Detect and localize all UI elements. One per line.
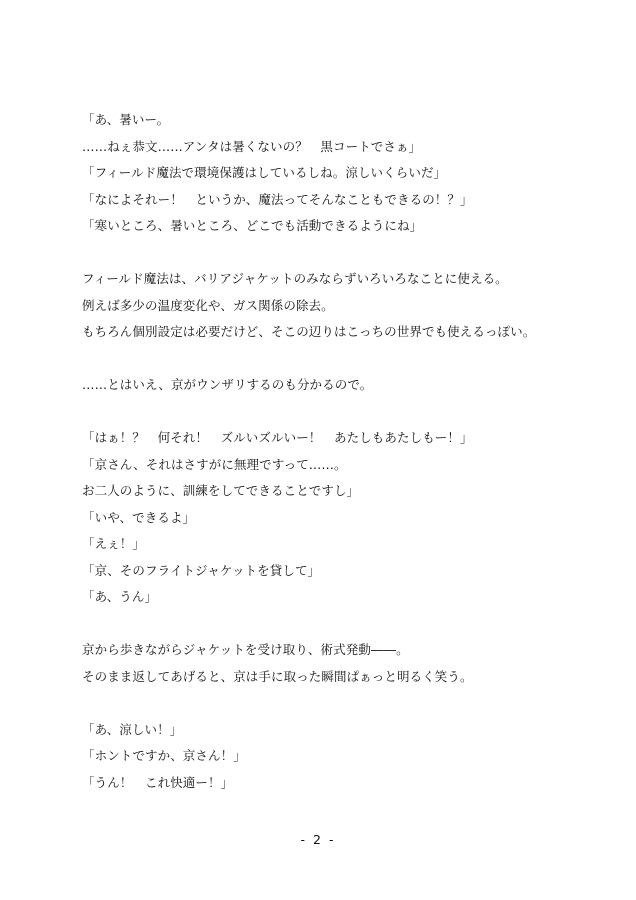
- text-line: 「フィールド魔法で環境保護はしているしね。涼しいくらいだ」: [82, 165, 447, 180]
- text-line: 「うん！ これ快適ー！」: [82, 774, 234, 790]
- text-line: 「あ、涼しい！」: [82, 721, 183, 737]
- paragraph: [82, 107, 602, 240]
- text-line: 「あ、うん」: [82, 589, 158, 604]
- text-line: 「寒いところ、暑いところ、どこでも活動できるようにね」: [82, 218, 423, 233]
- text-line: そのまま返してあげると、京は手に取った瞬間ぱぁっと明るく笑う。: [82, 668, 473, 684]
- document-body: [82, 107, 602, 796]
- paragraph-gap: [82, 690, 602, 717]
- text-line: 京から歩きながらジャケットを受け取り、術式発動――。: [82, 642, 409, 657]
- paragraph: [82, 637, 602, 690]
- text-line: 「ホントですか、京さん！」: [82, 748, 246, 763]
- text-line: 「京、そのフライトジャケットを貸して」: [82, 562, 321, 578]
- text-line: もちろん個別設定は必要だけど、そこの辺りはこっちの世界でも使えるっぽい。: [82, 324, 536, 339]
- paragraph: [82, 425, 602, 611]
- text-line: 例えば多少の温度変化や、ガス関係の除去。: [82, 297, 334, 313]
- paragraph-gap: [82, 611, 602, 638]
- text-line: 「いや、できるよ」: [82, 509, 196, 525]
- paragraph: [82, 372, 602, 399]
- text-line: ……ねぇ恭文……アンタは暑くないの？ 黒コートでさぁ」: [82, 138, 422, 154]
- text-line: 「えぇ！」: [82, 536, 146, 551]
- paragraph: [82, 717, 602, 797]
- paragraph-gap: [82, 346, 602, 373]
- paragraph-gap: [82, 240, 602, 267]
- text-line: お二人のように、訓練をしてできることですし」: [82, 483, 360, 498]
- text-line: フィールド魔法は、バリアジャケットのみならずいろいろなことに使える。: [82, 271, 508, 286]
- paragraph: [82, 266, 602, 346]
- text-line: 「なによそれー！ というか、魔法ってそんなこともできるの！？」: [82, 191, 473, 207]
- text-line: ……とはいえ、京がウンザリするのも分かるので。: [82, 377, 373, 392]
- text-line: 「あ、暑いー。: [82, 112, 170, 127]
- text-line: 「はぁ！？ 何それ！ ズルいズルいー！ あたしもあたしもー！」: [82, 430, 473, 445]
- page-number: - 2 -: [300, 832, 336, 847]
- paragraph-gap: [82, 399, 602, 426]
- text-line: 「京さん、それはさすがに無理ですって……。: [82, 456, 347, 472]
